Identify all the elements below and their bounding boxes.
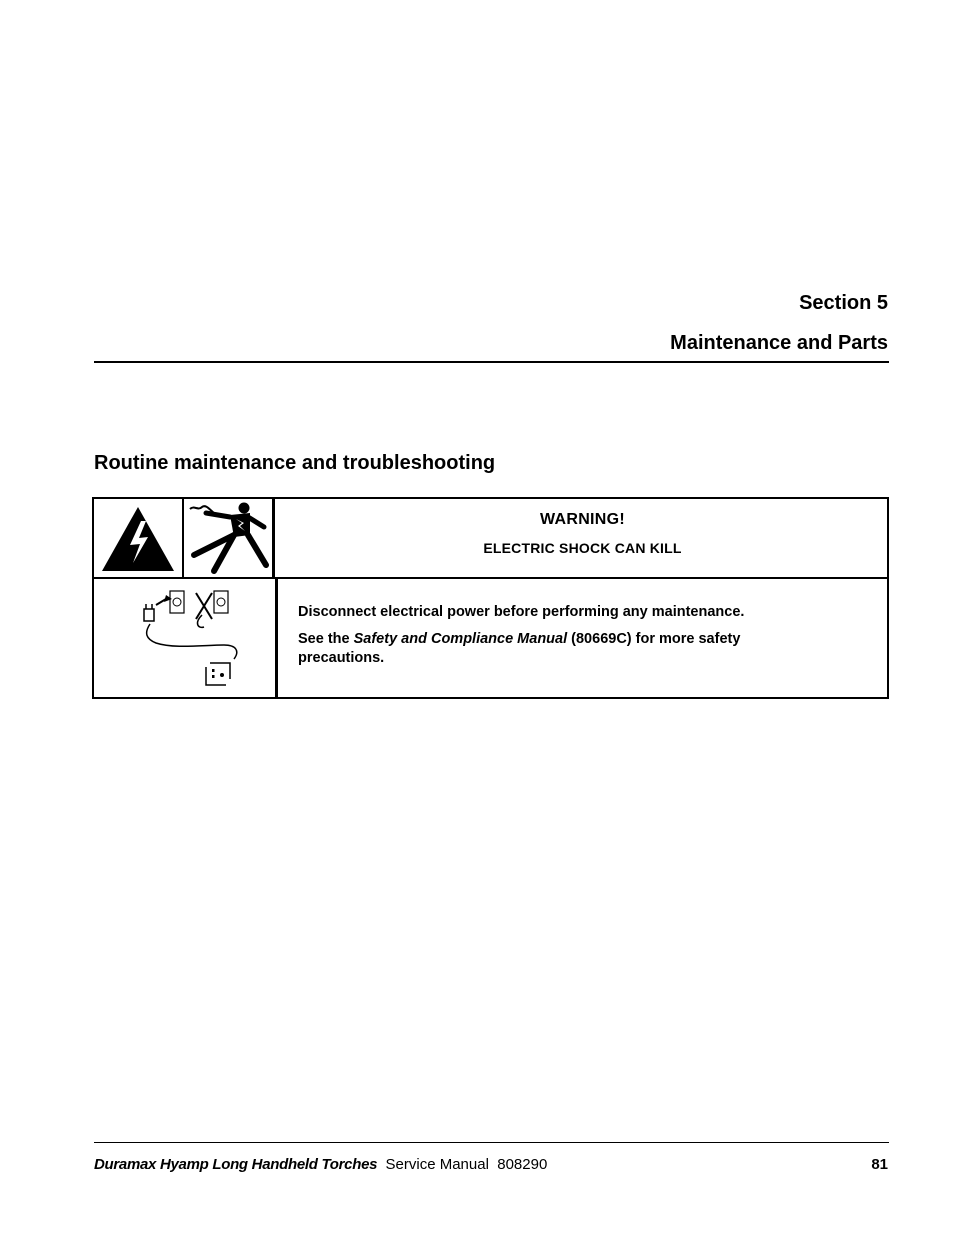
warning-title: WARNING! (539, 511, 626, 528)
header-divider (94, 361, 889, 363)
footer-product-name: Duramax Hyamp Long Handheld Torches (94, 1156, 378, 1173)
subsection-heading: Routine maintenance and troubleshooting (94, 452, 496, 474)
instruction-suffix: (80669C) for more safety precautions. (298, 631, 741, 666)
section-title: Maintenance and Parts (670, 332, 888, 354)
footer-doc-number: 808290 (497, 1156, 548, 1173)
safety-manual-title: Safety and Compliance Manual (353, 631, 568, 647)
warning-header-cell (278, 499, 887, 577)
shocked-person-icon (184, 499, 275, 577)
warning-box (92, 497, 889, 699)
unplug-power-icon (94, 579, 278, 697)
footer-doc-type: Service Manual (385, 1156, 489, 1173)
instruction-prefix: See the (298, 631, 354, 647)
instruction-disconnect-power: Disconnect electrical power before performing any maintenance. (298, 604, 745, 620)
warning-instruction-cell (278, 579, 887, 697)
footer-document-info (94, 1156, 547, 1173)
page-number: 81 (871, 1156, 888, 1173)
instruction-safety-manual (298, 630, 798, 668)
electric-shock-warning-icon (94, 499, 184, 577)
footer-divider (94, 1142, 889, 1143)
section-number: Section 5 (799, 292, 888, 314)
warning-subtitle: ELECTRIC SHOCK CAN KILL (483, 540, 682, 556)
